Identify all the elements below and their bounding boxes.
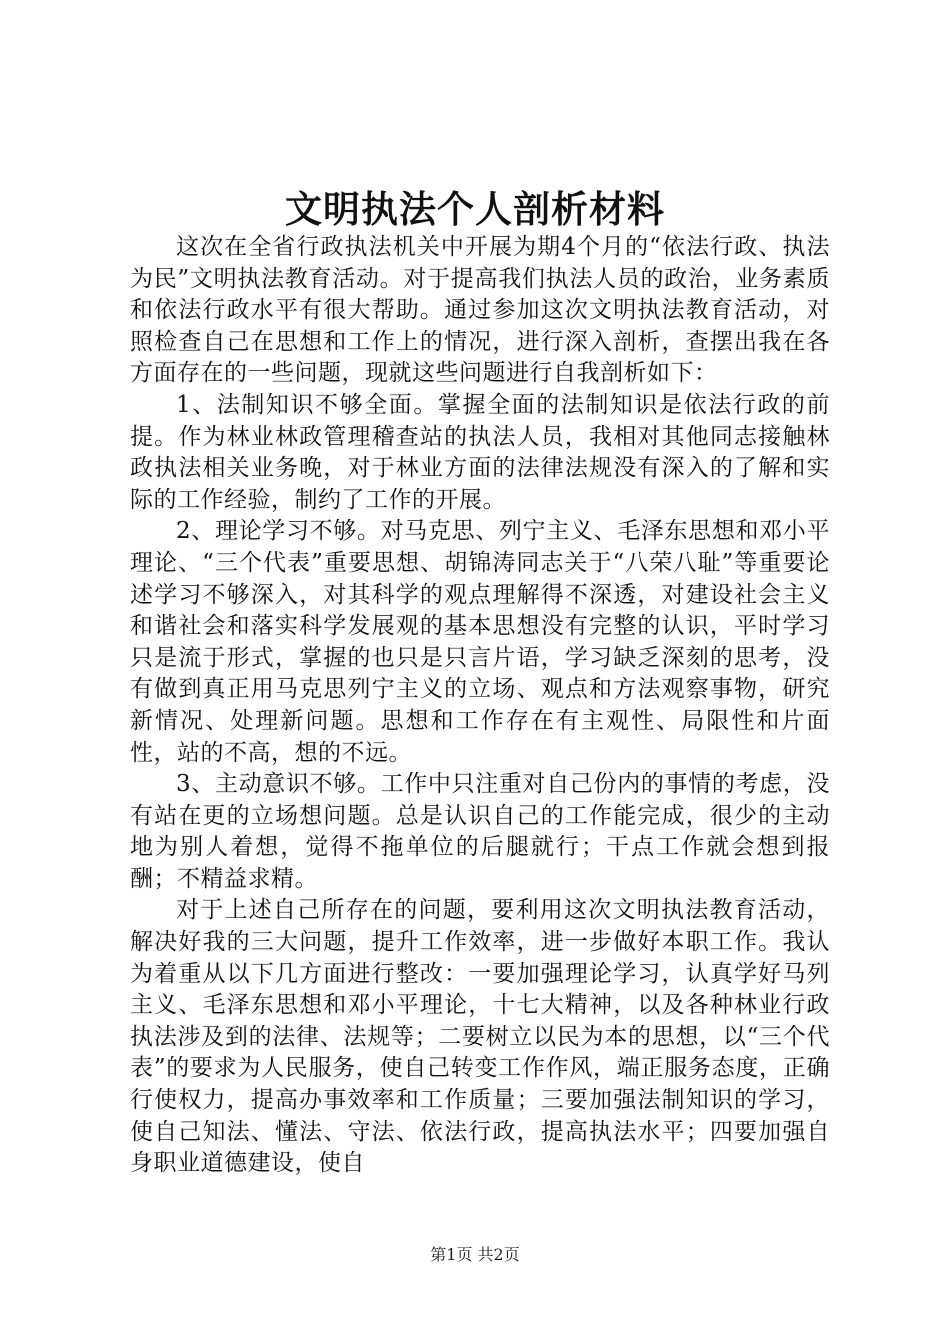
rectification-paragraph: 对于上述自己所存在的问题，要利用这次文明执法教育活动，解决好我的三大问题，提升工作效率，进一步做好本职工作。我认为着重从以下几方面进行整改：一要加强理论学习，认真学好马列主义、毛泽东思想和邓小平理论，十七大精神，以及各种林业行政执法涉及到的法律、法规等；二要树立以民为本的思想，以“三个代表”的要求为人民服务，使自己转变工作作风，端正服务态度，正确行使权力，提高办事效率和工作质量；三要加强法制知识的学习，使自己知法、懂法、守法、依法行政，提高执法水平；四要加强自身职业道德建设，使自 (130, 897, 830, 1177)
issue-2-paragraph: 2、理论学习不够。对马克思、列宁主义、毛泽东思想和邓小平理论、“三个代表”重要思想、胡锦涛同志关于“八荣八耻”等重要论述学习不够深入，对其科学的观点理解得不深透，对建设社会主义和谐社会和落实科学发展观的基本思想没有完整的认识，平时学习只是流于形式，掌握的也只是只言片语，学习缺乏深刻的思考，没有做到真正用马克思列宁主义的立场、观点和方法观察事物，研究新情况、处理新问题。思想和工作存在有主观性、局限性和片面性，站的不高，想的不远。 (130, 518, 830, 766)
document-body (130, 232, 830, 1180)
page-title: 文明执法个人剖析材料 (285, 187, 665, 231)
issue-1-paragraph: 1、法制知识不够全面。掌握全面的法制知识是依法行政的前提。作为林业林政管理稽查站的执法人员，我相对其他同志接触林政执法相关业务晚，对于林业方面的法律法规没有深入的了解和实际的工作经验，制约了工作的开展。 (130, 391, 830, 513)
intro-paragraph: 这次在全省行政执法机关中开展为期4个月的“依法行政、执法为民”文明执法教育活动。对于提高我们执法人员的政治，业务素质和依法行政水平有很大帮助。通过参加这次文明执法教育活动，对照检查自己在思想和工作上的情况，进行深入剖析，查摆出我在各方面存在的一些问题，现就这些问题进行自我剖析如下： (130, 234, 830, 387)
page-number-footer: 第1页 共2页 (430, 1245, 520, 1264)
issue-3-paragraph: 3、主动意识不够。工作中只注重对自己份内的事情的考虑，没有站在更的立场想问题。总是认识自己的工作能完成，很少的主动地为别人着想，觉得不拖单位的后腿就行；干点工作就会想到报酬；不精益求精。 (130, 771, 830, 892)
